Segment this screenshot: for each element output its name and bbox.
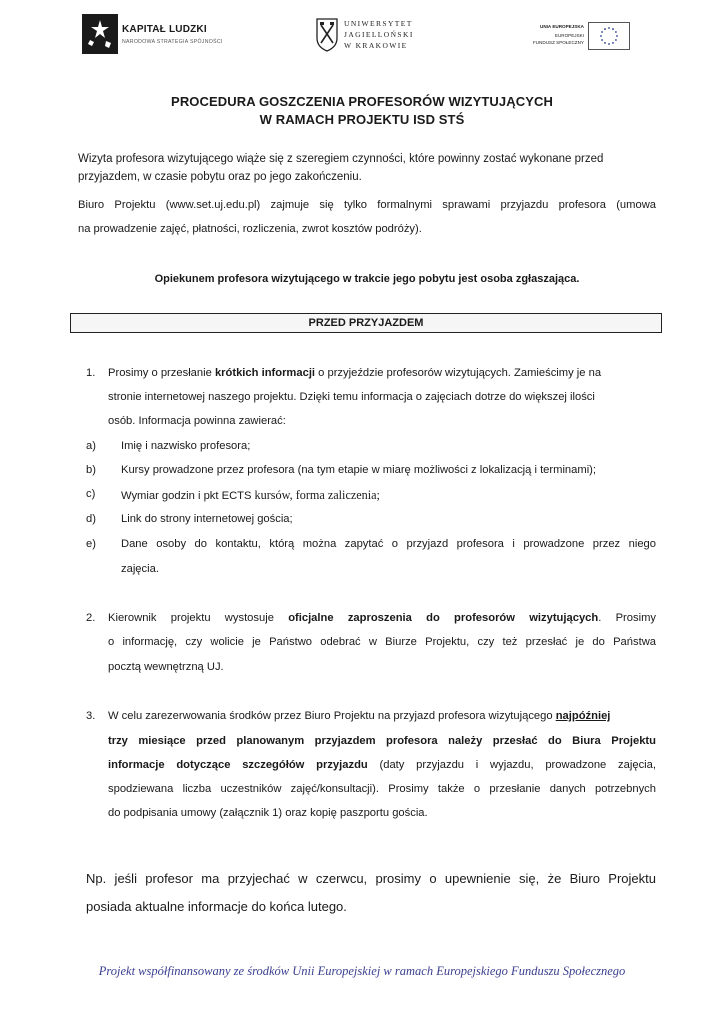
footer-cofinancing-note: Projekt współfinansowany ze środków Unii Europejskiej w ramach Europejskiego Funduszu Społecznego xyxy=(98,964,626,978)
intro-paragraph-1: Wizyta profesora wizytującego wiąże się z szeregiem czynności, które powinny zostać wykonane przed przyjazdem, w czasie pobytu oraz po jego zakończeniu. xyxy=(78,153,604,183)
eu-star xyxy=(601,31,603,33)
ue-line-1: UNIA EUROPEJSKA xyxy=(540,24,584,29)
eu-star xyxy=(615,39,617,41)
item-3-number: 3. xyxy=(86,710,96,722)
item-1-sub-e-letter: e) xyxy=(86,538,96,550)
ue-line-2: EUROPEJSKI xyxy=(554,33,584,38)
uj-line-2: JAGIELLOŃSKI xyxy=(344,30,414,39)
item-3-line-5: do podpisania umowy (załącznik 1) oraz kopię paszportu gościa. xyxy=(108,807,428,819)
item-2-line-2: o informację, czy wolicie je Państwo odebrać w Biurze Projektu, czy też przesłać je do Państwa xyxy=(108,636,656,648)
ue-line-3: FUNDUSZ SPOŁECZNY xyxy=(532,40,584,45)
ue-logo xyxy=(526,20,630,60)
item-3-line-3: informacje dotyczące szczegółów przyjazdu (daty przyjazdu i wyjazdu, prowadzone zajęcia, xyxy=(108,759,656,771)
eu-star xyxy=(615,31,617,33)
eu-star xyxy=(612,28,614,30)
header-logos xyxy=(0,12,724,60)
eu-star xyxy=(604,42,606,44)
item-1-sub-a-text: Imię i nazwisko profesora; xyxy=(121,440,251,452)
item-2-number: 2. xyxy=(86,612,96,624)
intro-paragraph-2-line-1: Biuro Projektu (www.set.uj.edu.pl) zajmuje się tylko formalnymi sprawami przyjazdu profesora (umowa xyxy=(78,199,656,211)
section-header-box xyxy=(70,313,662,333)
item-3-line-2: trzy miesiące przed planowanym przyjazdem profesora należy przesłać do Biura Projektu xyxy=(108,735,656,747)
item-1-sub-a-letter: a) xyxy=(86,440,96,452)
kapital-ludzki-subtitle: NARODOWA STRATEGIA SPÓJNOŚCI xyxy=(122,39,223,45)
item-1-sub-c-text: Wymiar godzin i pkt ECTS kursów, forma zaliczenia; xyxy=(121,488,380,502)
item-1-sub-e-text: Dane osoby do kontaktu, którą można zapytać o przyjazd profesora i prowadzone przez niego xyxy=(121,538,656,550)
item-1-sub-b-letter: b) xyxy=(86,464,96,476)
eu-star xyxy=(600,35,602,37)
item-1-sub-b-text: Kursy prowadzone przez profesora (na tym etapie w miarę możliwości z lokalizacją i terminami); xyxy=(121,464,597,476)
section-header-label: PRZED PRZYJAZDEM xyxy=(308,317,424,329)
eu-star xyxy=(616,35,618,37)
uj-logo xyxy=(316,16,426,56)
item-1-number: 1. xyxy=(86,367,96,379)
eu-star xyxy=(612,42,614,44)
item-2-line-3: pocztą wewnętrzną UJ. xyxy=(108,661,224,673)
example-note-line-2: posiada aktualne informacje do końca lutego. xyxy=(86,899,347,914)
kapital-ludzki-logo xyxy=(82,14,223,54)
item-3-line-4: spodziewana liczba uczestników zajęć/konsultacji). Prosimy także o przesłanie danych potrzebnych xyxy=(108,783,656,795)
caretaker-note: Opiekunem profesora wizytującego w trakcie jego pobytu jest osoba zgłaszająca. xyxy=(154,273,580,285)
kapital-ludzki-emblem-icon xyxy=(82,14,118,54)
item-1-sub-d-letter: d) xyxy=(86,513,96,525)
eu-star xyxy=(608,43,610,45)
eu-flag-icon xyxy=(588,22,630,50)
item-1-sub-c-letter: c) xyxy=(86,488,96,500)
item-1-bold: krótkich informacji xyxy=(214,367,316,379)
eu-star xyxy=(604,28,606,30)
item-1-sub-e-text-2: zajęcia. xyxy=(121,563,159,575)
item-1-line-3: osób. Informacja powinna zawierać: xyxy=(108,415,286,427)
item-3-line-1: W celu zarezerwowania środków przez Biuro Projektu na przyjazd profesora wizytującego najpóźniej xyxy=(108,710,611,722)
intro-paragraph-2-line-2: na prowadzenie zajęć, płatności, rozliczenia, zwrot kosztów podróży). xyxy=(78,223,422,235)
uj-line-3: W KRAKOWIE xyxy=(344,41,408,50)
item-2-bold: oficjalne zaproszenia do profesorów wizytujących xyxy=(288,612,599,624)
uj-crest-icon xyxy=(316,16,338,52)
eu-star xyxy=(608,27,610,29)
item-1-sub-d-text: Link do strony internetowej gościa; xyxy=(121,513,293,525)
page-title-line-1: PROCEDURA GOSZCZENIA PROFESORÓW WIZYTUJĄCYCH xyxy=(171,94,553,109)
eu-star xyxy=(601,39,603,41)
uj-line-1: UNIWERSYTET xyxy=(344,19,413,28)
kapital-ludzki-title: KAPITAŁ LUDZKI xyxy=(122,24,207,35)
example-note-line-1: Np. jeśli profesor ma przyjechać w czerwcu, prosimy o upewnienie się, że Biuro Projektu xyxy=(86,871,656,886)
page-title-line-2: W RAMACH PROJEKTU ISD STŚ xyxy=(259,112,465,127)
item-1-line-1: Prosimy o przesłanie krótkich informacji o przyjeździe profesorów wizytujących. Zamieścimy je na xyxy=(108,367,602,379)
item-2-line-1: Kierownik projektu wystosuje oficjalne zaproszenia do profesorów wizytujących. Prosimy xyxy=(108,612,656,624)
item-1-line-2: stronie internetowej naszego projektu. Dzięki temu informacja o zajęciach dotrze do większej ilości xyxy=(108,391,595,403)
item-3-deadline-emphasis: najpóźniej xyxy=(555,710,611,722)
